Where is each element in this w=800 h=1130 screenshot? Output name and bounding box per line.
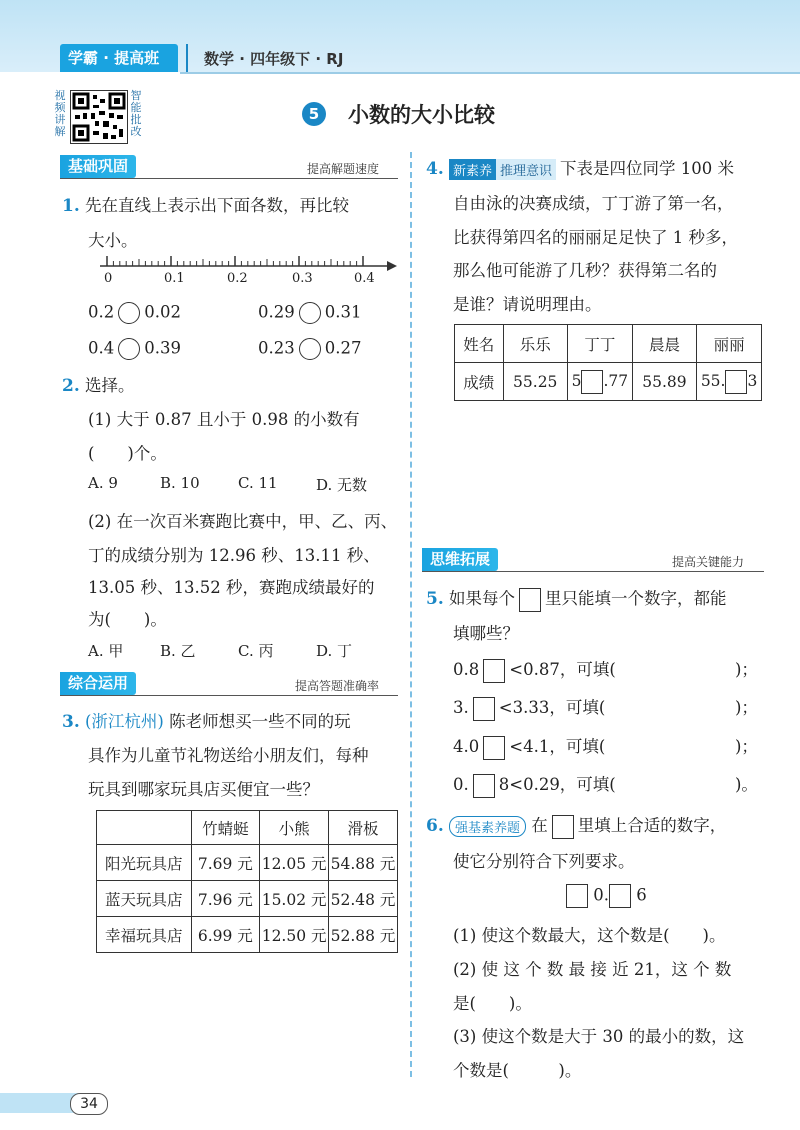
q6-line1: 6. 强基素养题 在 里填上合适的数字， <box>426 812 726 839</box>
tick-label-0: 0 <box>104 271 113 286</box>
tick-label-1: 0.1 <box>164 271 185 286</box>
q1-text2: 大小。 <box>88 231 138 250</box>
q5-item-2-end: )； <box>735 698 758 717</box>
tick-label-4: 0.4 <box>354 271 375 286</box>
q6-text2: 使它分别符合下列要求。 <box>453 852 635 871</box>
q5-item-2: 3. <3.33，可填( <box>453 694 605 721</box>
answer-box[interactable] <box>473 697 495 721</box>
option-d[interactable]: D. 无数 <box>316 476 368 494</box>
section-subtitle-basic: 提高解题速度 <box>307 162 380 176</box>
dingding-score: 5 .77 <box>567 363 632 401</box>
q2-number: 2. <box>62 376 80 396</box>
q3-source: (浙江杭州) <box>85 712 164 731</box>
option-b[interactable]: B. 10 <box>160 474 200 492</box>
q4-text5: 是谁？请说明理由。 <box>453 295 602 314</box>
answer-box[interactable] <box>725 370 747 394</box>
swim-results-table <box>454 324 762 401</box>
q1-compare-1: 0.2 0.02 <box>88 302 181 324</box>
q2-p2-line1: (2) 在一次百米赛跑比赛中，甲、乙、丙、 <box>88 512 398 531</box>
tick-label-3: 0.3 <box>292 271 313 286</box>
q5-item-3: 4.0 <4.1，可填( <box>453 733 605 760</box>
option-b[interactable]: B. 乙 <box>160 642 196 660</box>
q5-item-1: 0.8 <0.87，可填( <box>453 656 616 683</box>
q3-line1: 3. (浙江杭州) 陈老师想买一些不同的玩 <box>62 712 351 732</box>
compare-circle[interactable] <box>299 338 321 360</box>
q5-number: 5. <box>426 589 444 609</box>
table-header-row: 姓名 乐乐 丁丁 晨晨 丽丽 <box>455 325 762 363</box>
option-c[interactable]: C. 11 <box>238 474 278 492</box>
option-a[interactable]: A. 9 <box>88 474 118 492</box>
q5-text2: 填哪些？ <box>453 624 519 643</box>
answer-box[interactable] <box>609 884 631 908</box>
q1-compare-4: 0.23 0.27 <box>258 338 362 360</box>
answer-box[interactable] <box>483 736 505 760</box>
q1-number: 1. <box>62 196 80 216</box>
q6-p1: (1) 使这个数最大，这个数是( )。 <box>453 926 726 945</box>
q4-text4: 那么他可能游了几秒？获得第二名的 <box>453 261 717 280</box>
answer-box[interactable] <box>473 774 495 798</box>
page-number: 34 <box>70 1093 108 1115</box>
q6-number: 6. <box>426 816 444 836</box>
q4-text2: 自由泳的决赛成绩，丁丁游了第一名， <box>453 194 734 213</box>
q4-tag-new: 新素养 <box>449 159 496 180</box>
header-rule <box>180 72 800 74</box>
footer-band <box>0 1093 78 1113</box>
q6-p3-line2: 个数是( )。 <box>453 1061 582 1080</box>
table-row: 阳光玩具店 7.69 元 12.05 元 54.88 元 <box>97 845 398 881</box>
table-row: 幸福玩具店 6.99 元 12.50 元 52.88 元 <box>97 917 398 953</box>
q5-item-4: 0. 8<0.29，可填( <box>453 771 616 798</box>
q2-p1-line1: (1) 大于 0.87 且小于 0.98 的小数有 <box>88 410 360 429</box>
table-header-row: 竹蜻蜓 小熊 滑板 <box>97 811 398 845</box>
q6-p2-line1: (2) 使 这 个 数 最 接 近 21，这 个 数 <box>453 960 732 979</box>
section-subtitle-apply: 提高答题准确率 <box>295 679 380 693</box>
q2-title: 2. 选择。 <box>62 376 135 396</box>
column-divider <box>410 152 412 1077</box>
option-d[interactable]: D. 丁 <box>316 642 353 660</box>
q5-item-3-end: )； <box>735 737 758 756</box>
q3-number: 3. <box>62 712 80 732</box>
q5-item-4-end: )。 <box>735 775 758 794</box>
section-tag-basic: 基础巩固 <box>60 155 136 178</box>
q3-text3: 玩具到哪家玩具店买便宜一些？ <box>88 780 319 799</box>
tick-label-2: 0.2 <box>227 271 248 286</box>
q6-p2-line2: 是( )。 <box>453 994 532 1013</box>
option-a[interactable]: A. 甲 <box>88 642 124 660</box>
q4-tag-reasoning: 推理意识 <box>496 159 556 180</box>
q4-text3: 比获得第四名的丽丽足足快了 1 秒多， <box>453 228 738 247</box>
qr-right-label: 智能批改 <box>130 89 142 138</box>
q2-p2-line4: 为( )。 <box>88 610 167 629</box>
answer-box <box>552 815 574 839</box>
q1-line1 <box>62 192 349 216</box>
section-rule-apply <box>60 695 398 696</box>
page-title: 小数的大小比较 <box>348 103 495 127</box>
q2-p2-line2: 丁的成绩分别为 12.96 秒、13.11 秒、 <box>88 546 380 565</box>
section-tag-apply: 综合运用 <box>60 672 136 695</box>
brand-label: 学霸 · 提高班 <box>68 49 160 67</box>
q6-tag: 强基素养题 <box>449 816 526 837</box>
number-line-ticks <box>107 256 363 266</box>
q5-item-1-end: )； <box>735 660 758 679</box>
option-c[interactable]: C. 丙 <box>238 642 274 660</box>
q2-p1-line2: ( )个。 <box>88 444 167 463</box>
section-rule-basic <box>60 178 398 179</box>
section-tag-thinking: 思维拓展 <box>422 548 498 571</box>
compare-circle[interactable] <box>118 338 140 360</box>
q1-compare-3: 0.4 0.39 <box>88 338 181 360</box>
subject-label: 数学 · 四年级下 · RJ <box>204 50 344 68</box>
answer-box[interactable] <box>566 884 588 908</box>
q3-text2: 具作为儿童节礼物送给小朋友们，每种 <box>88 746 369 765</box>
q5-line1: 5. 如果每个 里只能填一个数字，都能 <box>426 585 727 612</box>
q1-compare-2: 0.29 0.31 <box>258 302 362 324</box>
answer-box[interactable] <box>483 659 505 683</box>
section-subtitle-thinking: 提高关键能力 <box>672 555 745 569</box>
number-line-labels <box>104 271 404 289</box>
toy-price-table <box>96 810 398 953</box>
compare-circle[interactable] <box>118 302 140 324</box>
table-row: 蓝天玩具店 7.96 元 15.02 元 52.48 元 <box>97 881 398 917</box>
compare-circle[interactable] <box>299 302 321 324</box>
section-rule-thinking <box>422 571 764 572</box>
qr-left-label: 视频讲解 <box>54 89 66 138</box>
q6-p3-line1: (3) 使这个数是大于 30 的最小的数，这 <box>453 1027 745 1046</box>
q4-line1: 4. 新素养 推理意识 下表是四位同学 100 米 <box>426 159 735 179</box>
q4-number: 4. <box>426 159 444 179</box>
answer-box <box>519 588 541 612</box>
q1-text1: 先在直线上表示出下面各数，再比较 <box>85 196 349 215</box>
q6-pattern: 0. 6 <box>566 884 647 908</box>
qr-code-icon[interactable] <box>70 90 128 144</box>
lesson-number-badge: 5 <box>302 102 326 126</box>
number-line-arrow-icon <box>387 261 397 271</box>
header-divider <box>186 44 188 72</box>
lili-score: 55. 3 <box>697 363 762 401</box>
answer-box[interactable] <box>581 370 603 394</box>
q2-p2-line3: 13.05 秒、13.52 秒，赛跑成绩最好的 <box>88 578 375 597</box>
table-row: 成绩 55.25 5 .77 55.89 55. 3 <box>455 363 762 401</box>
